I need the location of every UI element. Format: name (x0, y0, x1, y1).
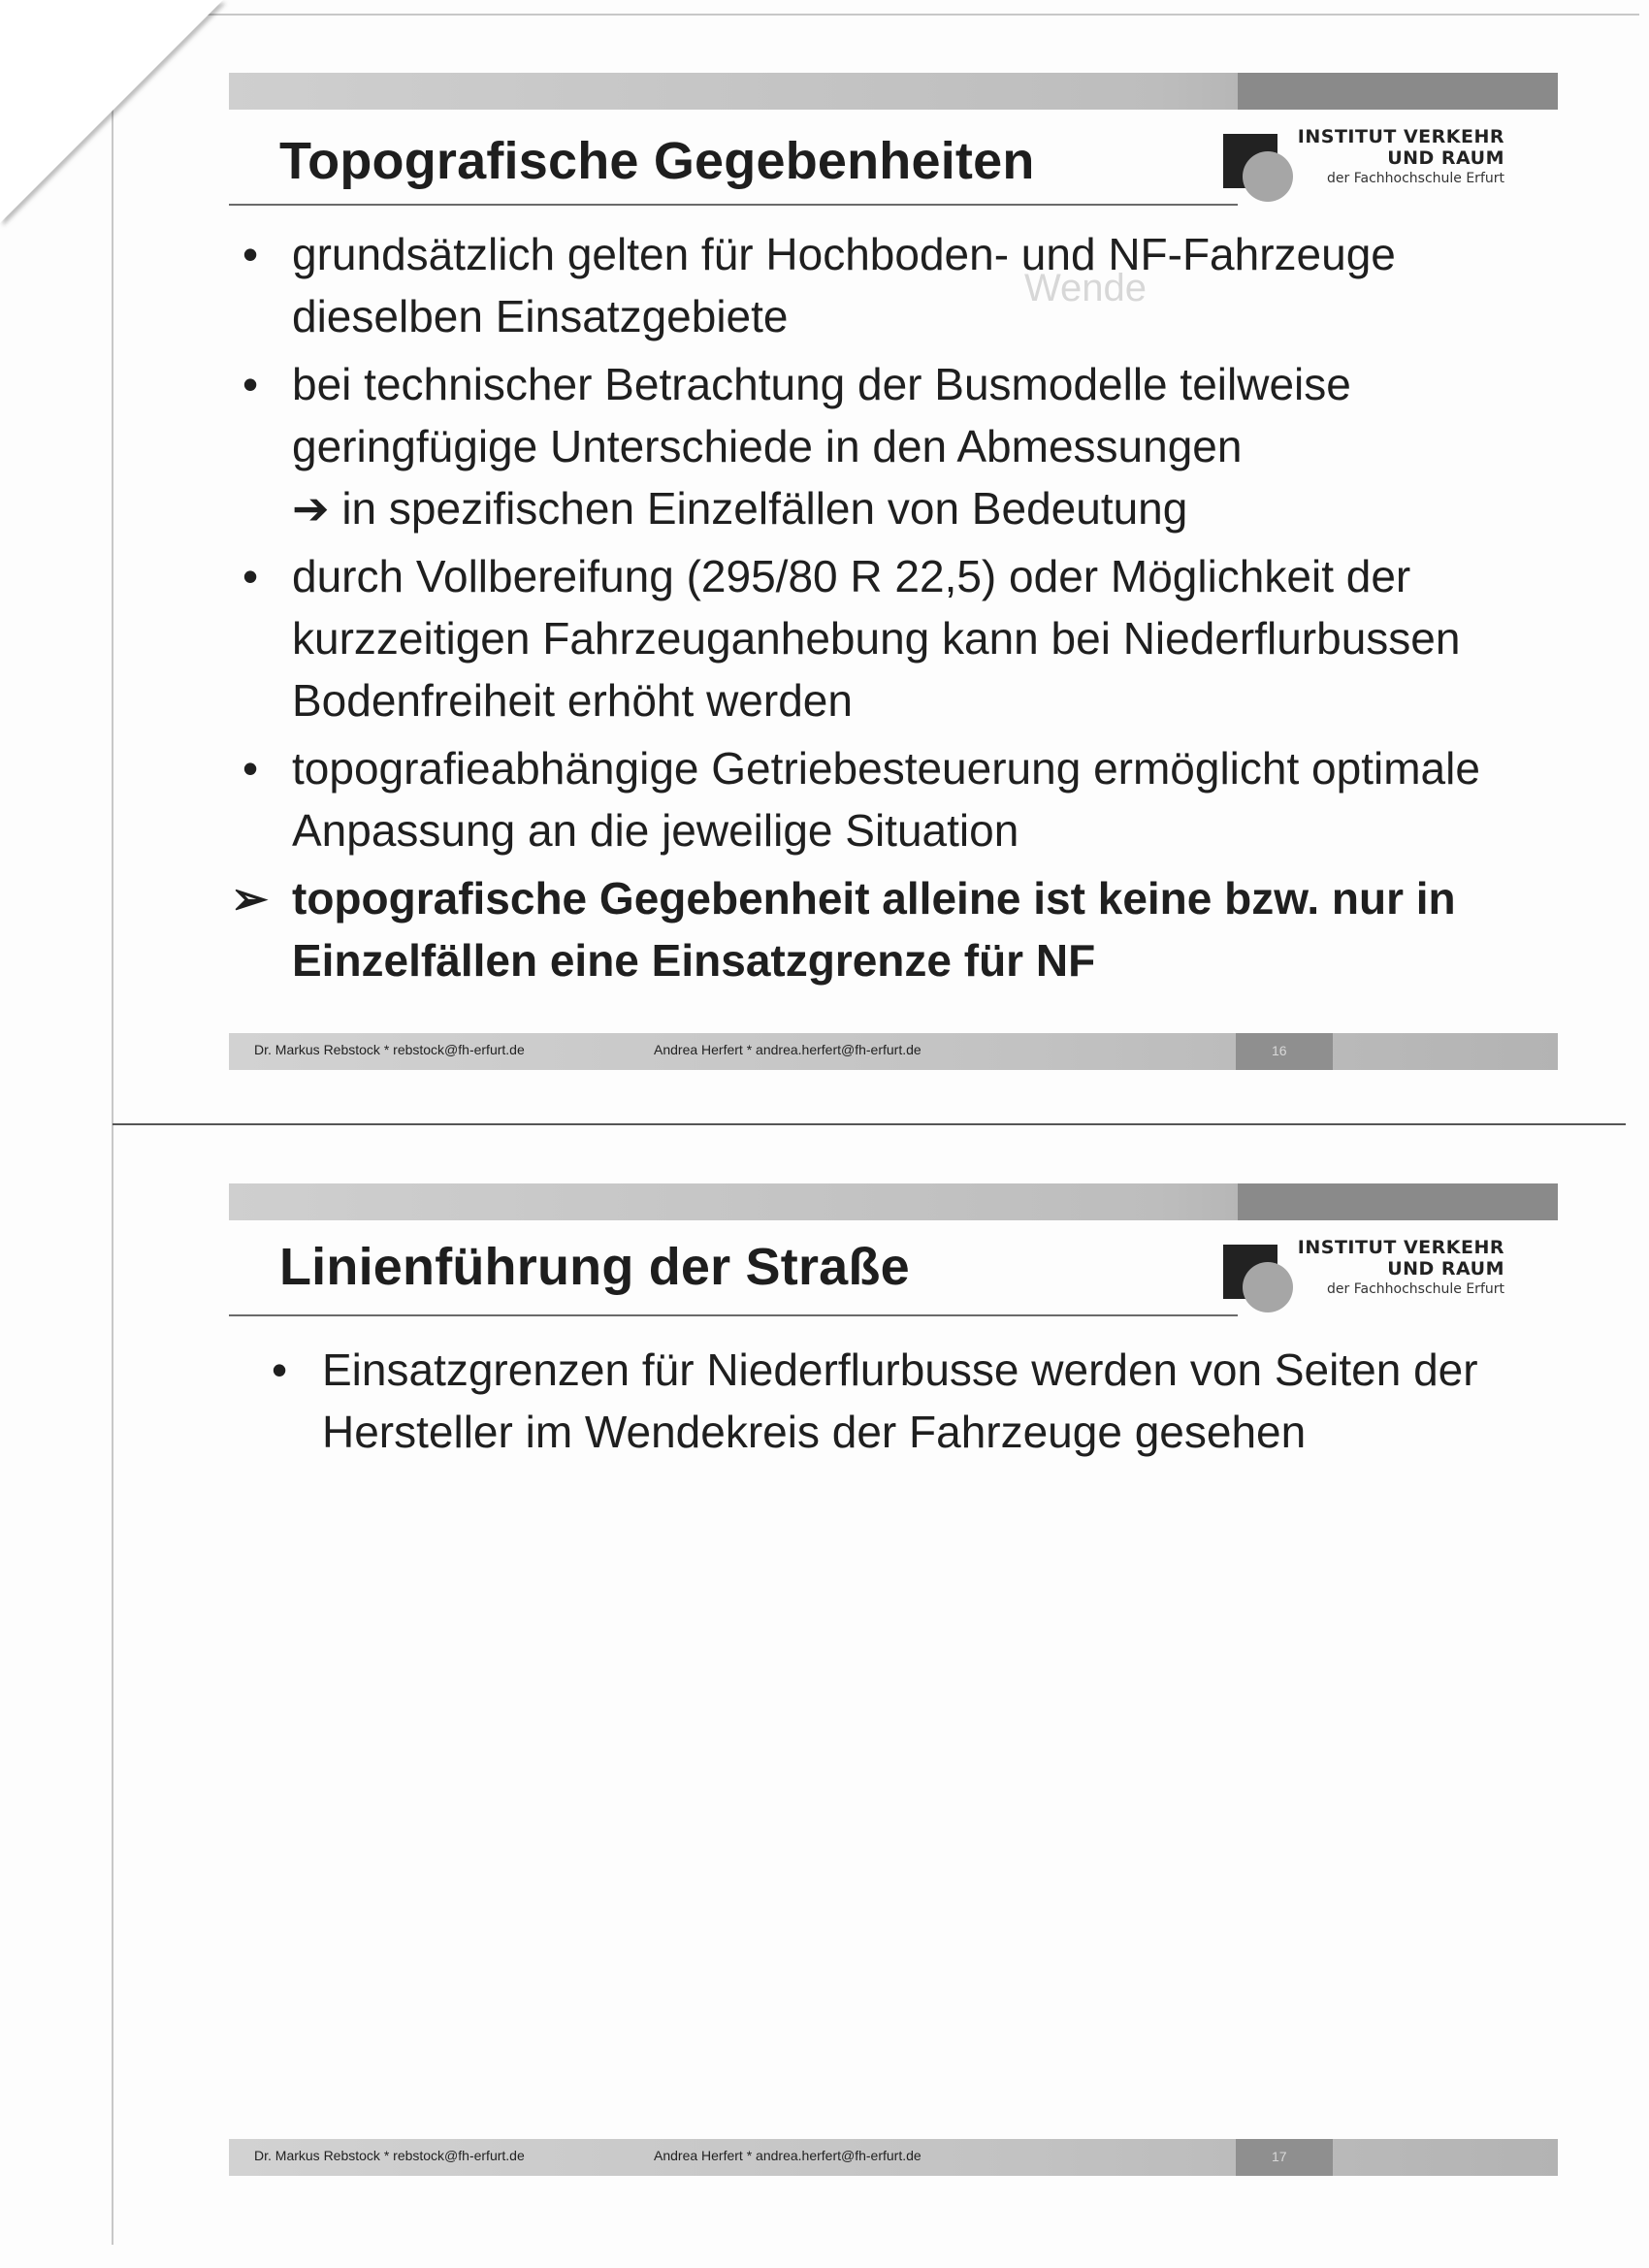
footer-author-2: Andrea Herfert * andrea.herfert@fh-erfurt.de (654, 2148, 922, 2163)
logo-line-1: INSTITUT VERKEHR (1297, 1237, 1504, 1258)
folded-corner (0, 0, 223, 223)
bullet-marker: • (242, 229, 259, 279)
bleed-through-text: Wende (1024, 267, 1148, 309)
footer-author-2: Andrea Herfert * andrea.herfert@fh-erfurt.de (654, 1042, 922, 1057)
bullet-text: Einsatzgrenzen für Niederflurbusse werden von Seiten der Hersteller im Wendekreis der Fahrzeuge gesehen (322, 1345, 1478, 1457)
bullet-text: durch Vollbereifung (295/80 R 22,5) oder Möglichkeit der kurzzeitigen Fahrzeuganhebung kann bei Niederflurbussen Bodenfreiheit erhöht werden (292, 551, 1461, 726)
slide-footer (229, 1033, 1558, 1070)
bullet-subtext: ➔ in spezifischen Einzelfällen von Bedeutung (292, 483, 1188, 534)
title-divider (229, 204, 1238, 206)
logo-line-3: der Fachhochschule Erfurt (1327, 1281, 1504, 1297)
arrow-bullet-icon: ➢ (231, 873, 269, 923)
bullet-text: bei technischer Betrachtung der Busmodelle teilweise geringfügige Unterschiede in den Abmessungen (292, 359, 1351, 471)
title-divider (229, 1314, 1238, 1316)
footer-author-1: Dr. Markus Rebstock * rebstock@fh-erfurt.de (254, 1042, 525, 1057)
bullet-item (229, 223, 1519, 347)
bullet-item (229, 545, 1519, 731)
logo-line-3: der Fachhochschule Erfurt (1327, 171, 1504, 186)
bullet-marker: • (272, 1345, 288, 1395)
bullet-marker: • (242, 359, 259, 409)
institute-logo (1223, 126, 1504, 204)
bullet-text: topografische Gegebenheit alleine ist keine bzw. nur in Einzelfällen eine Einsatzgrenze für NF (292, 873, 1456, 986)
slide-title: Topografische Gegebenheiten (279, 132, 1035, 190)
footer-author-1: Dr. Markus Rebstock * rebstock@fh-erfurt.de (254, 2148, 525, 2163)
logo-line-2: UND RAUM (1387, 147, 1504, 169)
bullet-marker: • (242, 551, 259, 601)
slide-title: Linienführung der Straße (279, 1238, 910, 1296)
bullet-marker: • (242, 743, 259, 794)
logo-line-1: INSTITUT VERKEHR (1297, 126, 1504, 147)
page-number: 17 (1272, 2149, 1287, 2164)
bullet-list (229, 223, 1519, 997)
page-divider (113, 1123, 1626, 1125)
page-border-left (112, 14, 113, 2245)
logo-circle-icon (1243, 151, 1293, 202)
bullet-text: topografieabhängige Getriebesteuerung ermöglicht optimale Anpassung an die jeweilige Situation (292, 743, 1480, 856)
bullet-text: grundsätzlich gelten für Hochboden- und NF-Fahrzeuge dieselben Einsatzgebiete (292, 229, 1396, 341)
logo-line-2: UND RAUM (1387, 1258, 1504, 1280)
bullet-item (229, 737, 1519, 861)
page-number: 16 (1272, 1043, 1287, 1058)
bullet-list (229, 1339, 1519, 1463)
institute-logo (1223, 1237, 1504, 1314)
slide-header-band (229, 73, 1558, 110)
slide-17 (229, 1183, 1558, 2183)
slide-footer (229, 2139, 1558, 2176)
bullet-item (229, 353, 1519, 539)
conclusion-item (229, 867, 1519, 991)
slide-16 (229, 73, 1558, 1072)
logo-circle-icon (1243, 1262, 1293, 1312)
slide-header-band (229, 1183, 1558, 1220)
bullet-item (229, 1339, 1519, 1463)
page-border-top (112, 14, 1639, 16)
